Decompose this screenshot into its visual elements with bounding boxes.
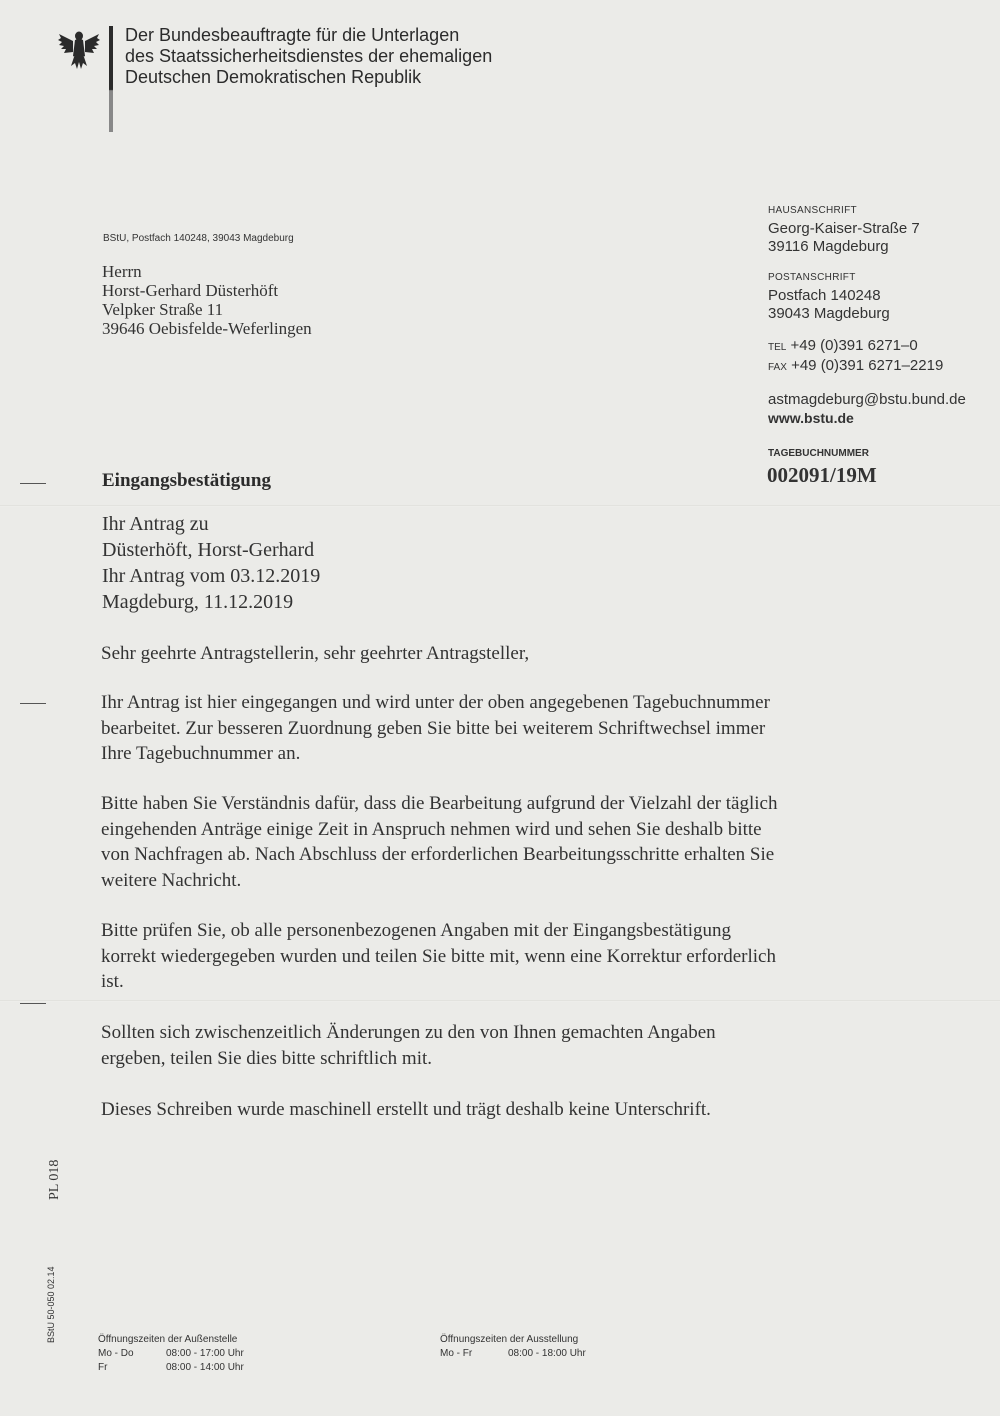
opening-hours-row [440,1347,586,1361]
letterhead-line: des Staatssicherheitsdienstes der ehemaligen [125,46,493,66]
fax-number: +49 (0)391 6271–2219 [791,357,944,374]
fax-line [768,357,988,377]
greeting: Sehr geehrte Antragstellerin, sehr geehrter Antragsteller, [101,643,530,664]
opening-hours-title: Öffnungszeiten der Ausstellung [440,1334,579,1345]
body-paragraph [101,918,781,995]
opening-days: Fr [98,1362,108,1373]
body-paragraph [101,791,781,893]
postanschrift-city: 39043 Magdeburg [768,305,890,322]
hausanschrift [768,220,988,256]
paragraph-text: Dieses Schreiben wurde maschinell erstellt und trägt deshalb keine Unterschrift. [101,1099,711,1120]
body-paragraph [101,690,781,767]
tagebuchnummer-label: TAGEBUCHNUMMER [768,448,869,459]
tel-number: +49 (0)391 6271–0 [790,337,918,354]
opening-time: 08:00 - 14:00 Uhr [166,1362,244,1373]
opening-hours-title: Öffnungszeiten der Außenstelle [98,1334,238,1345]
letterhead-line: Deutschen Demokratischen Republik [125,67,422,87]
fax-label: FAX [768,362,787,373]
hausanschrift-street: Georg-Kaiser-Straße 7 [768,220,920,237]
email-link[interactable]: astmagdeburg@bstu.bund.de [768,391,966,408]
postanschrift [768,287,988,323]
opening-hours-ausstellung [440,1333,586,1361]
letterhead-line: Der Bundesbeauftragte für die Unterlagen [125,25,460,45]
body-paragraph [101,1020,781,1071]
sender-return-address: BStU, Postfach 140248, 39043 Magdeburg [103,233,294,244]
letter-subject: Eingangsbestätigung [102,470,271,491]
opening-hours-row [98,1361,244,1375]
postanschrift-box: Postfach 140248 [768,287,881,304]
recipient-address [102,262,312,338]
opening-days: Mo - Do [98,1348,134,1359]
reference-line: Düsterhöft, Horst-Gerhard [102,539,315,561]
recipient-city: 39646 Oebisfelde-Weferlingen [102,319,312,338]
body-paragraph [101,1097,721,1123]
recipient-salutation: Herrn [102,262,142,281]
website-link[interactable]: www.bstu.de [768,410,854,426]
opening-hours-aussenstelle [98,1333,244,1375]
recipient-name: Horst-Gerhard Düsterhöft [102,281,279,300]
reference-block [102,511,320,615]
paragraph-text: Bitte prüfen Sie, ob alle personenbezogenen Angaben mit der Eingangsbestätigung korrekt wiedergegeben wurden und teilen Sie bitte mit, wenn eine Korrektur erforderlich ist. [101,920,776,992]
paragraph-text: Sollten sich zwischenzeitlich Änderungen zu den von Ihnen gemachten Angaben ergeben, teilen Sie dies bitte schriftlich mit. [101,1022,716,1069]
opening-hours-row [98,1347,244,1361]
reference-line: Ihr Antrag vom 03.12.2019 [102,565,321,587]
online-contact [768,391,988,427]
opening-time: 08:00 - 17:00 Uhr [166,1348,244,1359]
opening-hours-table [440,1347,586,1361]
paragraph-text: Bitte haben Sie Verständnis dafür, dass die Bearbeitung aufgrund der Vielzahl der täglich eingehenden Anträge einige Zeit in Anspruch nehmen wird und sehen Sie deshalb bitte von Nachfragen ab. Nach Abschluss der erforderlichen Bearbeitungsschritte erhalten Sie weitere Nachricht. [101,793,778,891]
contact-block [768,205,988,427]
phone-fax [768,337,988,377]
fold-line [0,505,1000,507]
opening-days: Mo - Fr [440,1348,473,1359]
postanschrift-label: POSTANSCHRIFT [768,272,856,283]
opening-time: 08:00 - 18:00 Uhr [508,1348,586,1359]
form-code: BStU 50-050 02.14 [46,1266,56,1343]
recipient-street: Velpker Straße 11 [102,300,224,319]
fold-mark [20,483,46,484]
hausanschrift-city: 39116 Magdeburg [768,238,889,255]
fold-mark [20,1003,46,1004]
reference-line: Ihr Antrag zu [102,513,209,535]
paragraph-text: Ihr Antrag ist hier eingegangen und wird unter der oben angegebenen Tagebuchnummer bearbeitet. Zur besseren Zuordnung geben Sie bitte bei weiterem Schriftwechsel immer Ihre Tagebuchnummer an. [101,692,770,764]
federal-eagle-icon [56,26,102,74]
punch-mark [20,703,46,704]
fold-line [0,1000,1000,1002]
reference-line: Magdeburg, 11.12.2019 [102,591,294,613]
phone-line [768,337,988,357]
letterhead-title [125,25,492,88]
tel-label: TEL [768,342,787,353]
tagebuchnummer-value: 002091/19M [767,463,877,487]
letterhead-bar [109,26,113,132]
hausanschrift-label: HAUSANSCHRIFT [768,205,857,216]
pl-form-mark: PL 018 [47,1159,62,1200]
opening-hours-table [98,1347,244,1375]
